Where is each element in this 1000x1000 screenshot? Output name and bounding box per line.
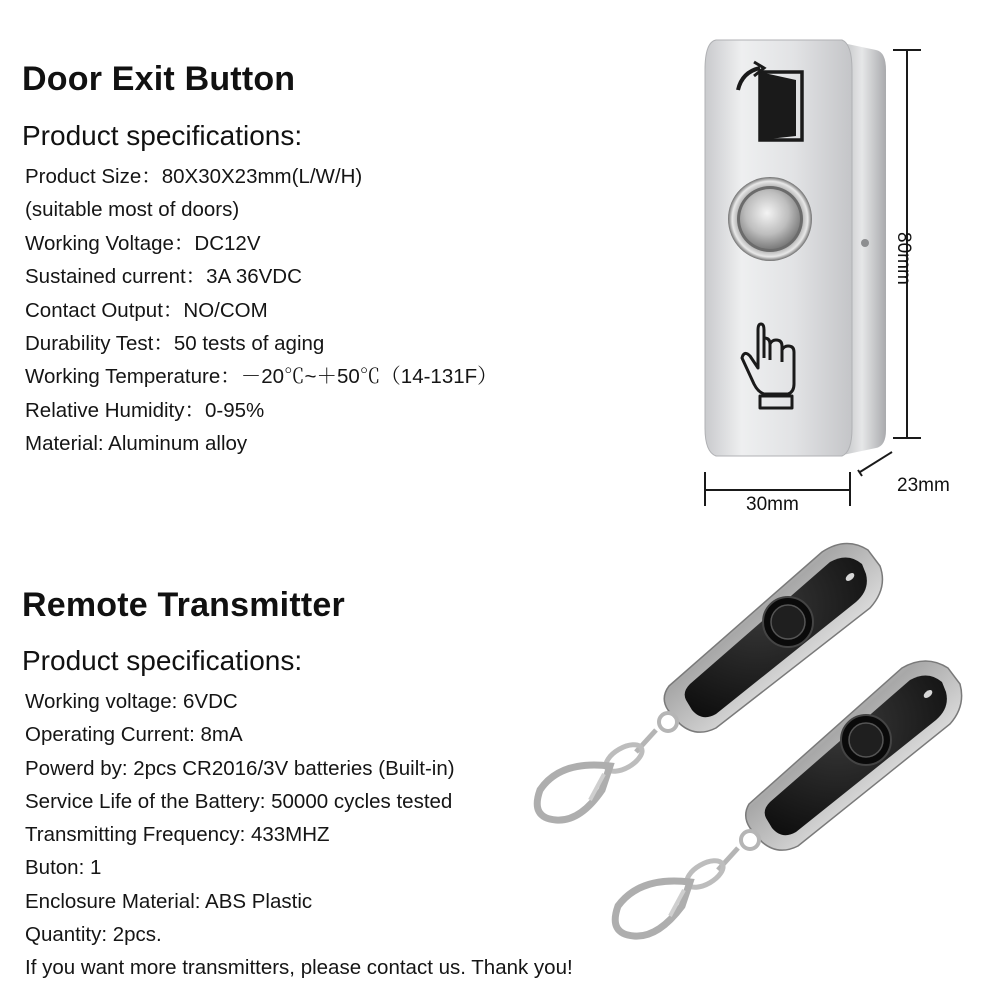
remote-keyfob-lower bbox=[615, 661, 961, 936]
push-button bbox=[728, 177, 812, 261]
remote-spec-heading: Product specifications: bbox=[22, 645, 303, 676]
dimension-lines bbox=[705, 50, 921, 506]
button-side-face bbox=[838, 42, 886, 456]
spec-item: Working Voltage：DC12V bbox=[25, 231, 261, 255]
dimension-height-label: 80mm bbox=[893, 232, 914, 285]
spec-item: Product Size：80X30X23mm(L/W/H) bbox=[25, 165, 363, 188]
side-screw bbox=[861, 239, 869, 247]
spec-item: Working voltage: 6VDC bbox=[25, 690, 238, 713]
push-hand-icon bbox=[742, 324, 794, 408]
spec-item: Durability Test：50 tests of aging bbox=[25, 331, 325, 355]
spec-item: Buton: 1 bbox=[25, 856, 102, 880]
door-exit-spec-list bbox=[25, 160, 498, 461]
button-front-face bbox=[705, 40, 852, 456]
spec-item: Quantity: 2pcs. bbox=[25, 923, 162, 947]
spec-item: Material: Aluminum alloy bbox=[25, 432, 248, 456]
door-exit-arrow-icon bbox=[738, 62, 802, 140]
spec-item: Working Temperature：－20℃~＋50℃（14-131F） bbox=[25, 365, 498, 389]
spec-item: Sustained current：3A 36VDC bbox=[25, 265, 302, 289]
spec-item: (suitable most of doors) bbox=[25, 198, 240, 222]
spec-item: If you want more transmitters, please contact us. Thank you! bbox=[25, 956, 573, 980]
spec-item: Operating Current: 8mA bbox=[25, 723, 243, 747]
dimension-depth-label: 23mm bbox=[897, 475, 950, 496]
remote-title: Remote Transmitter bbox=[22, 586, 345, 624]
spec-item: Enclosure Material: ABS Plastic bbox=[25, 889, 313, 913]
spec-item: Powerd by: 2pcs CR2016/3V batteries (Built-in) bbox=[25, 756, 455, 780]
spec-item: Contact Output：NO/COM bbox=[25, 298, 268, 322]
dimension-width-label: 30mm bbox=[746, 494, 799, 515]
door-exit-spec-heading: Product specifications: bbox=[22, 120, 303, 151]
remote-spec-list bbox=[25, 685, 573, 985]
door-exit-title: Door Exit Button bbox=[22, 60, 296, 98]
remote-keyfob-upper bbox=[537, 543, 882, 820]
spec-item: Service Life of the Battery: 50000 cycles tested bbox=[25, 789, 453, 813]
spec-item: Relative Humidity：0-95% bbox=[25, 398, 265, 422]
spec-item: Transmitting Frequency: 433MHZ bbox=[25, 823, 330, 847]
